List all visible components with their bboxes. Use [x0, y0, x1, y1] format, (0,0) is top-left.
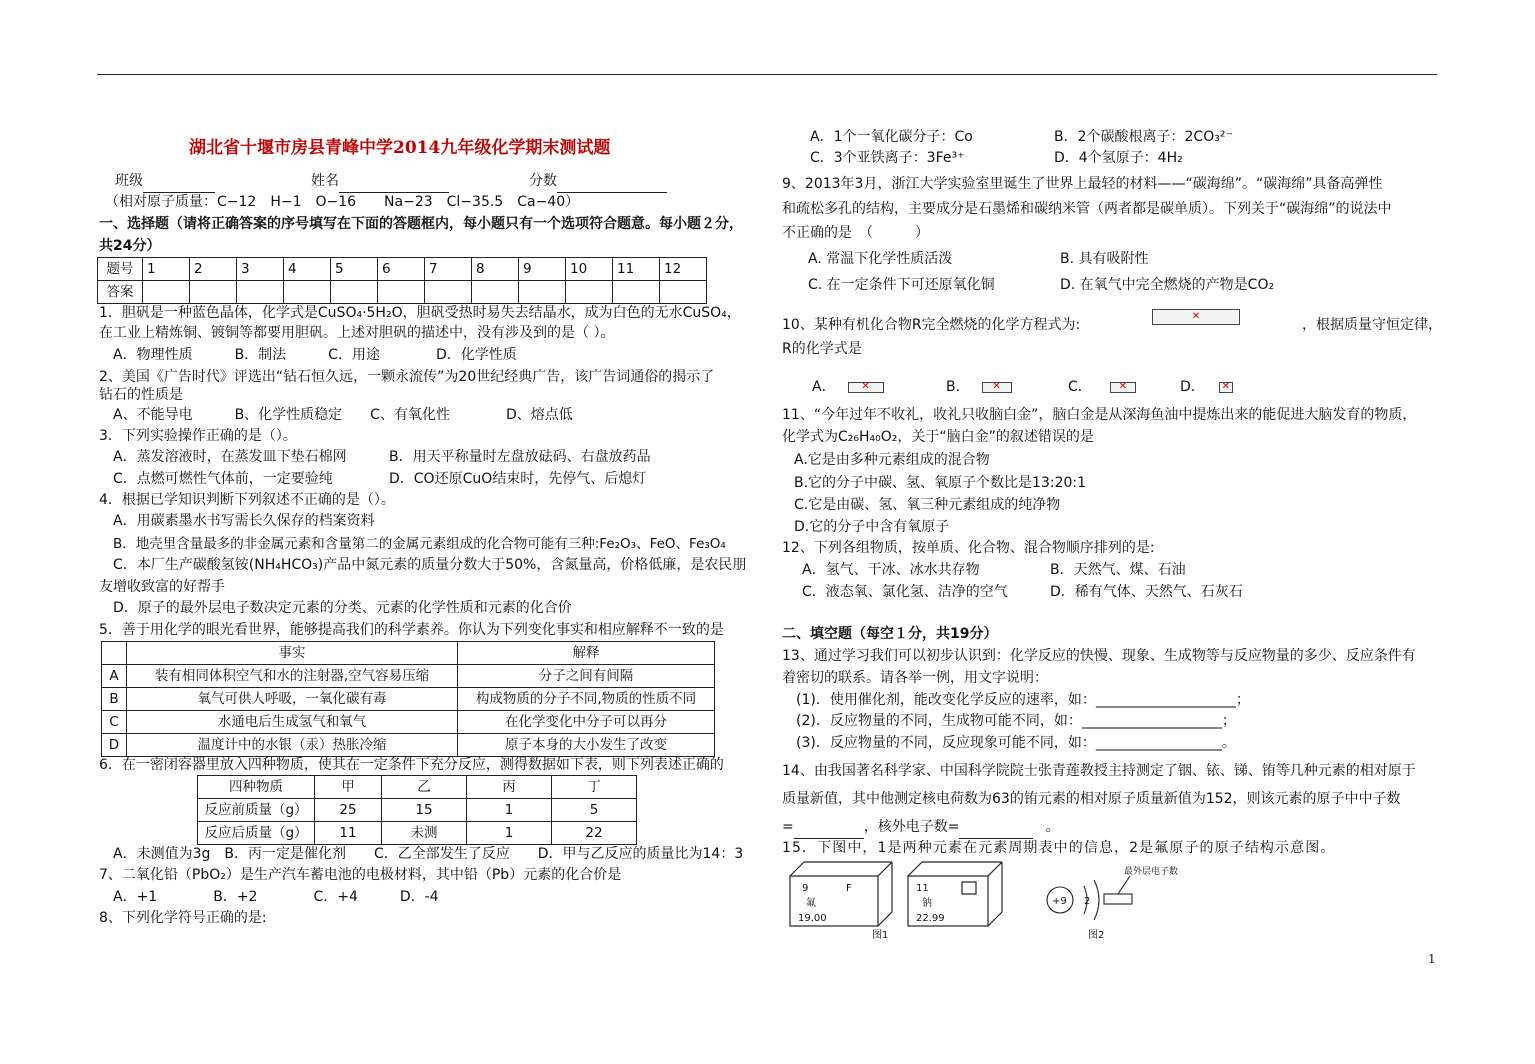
- answer-num: 6: [378, 258, 425, 281]
- q13-text-2: 着密切的联系。请各举一例，用文字说明：: [782, 670, 1048, 686]
- q11-option-d: D.它的分子中含有氧原子: [794, 519, 950, 535]
- q6-cell: 5: [552, 799, 637, 822]
- answer-cell[interactable]: [566, 281, 613, 304]
- q13-text: 13、通过学习我们可以初步认识到：化学反应的快慢、现象、生成物等与反应物量的多少、反应条件有: [782, 648, 1416, 664]
- answer-table-num-label: 题号: [98, 258, 143, 281]
- q14-text: 14、由我国著名科学家、中国科学院院士张青莲教授主持测定了铟、铱、锑、铕等几种元素的相对原于: [782, 763, 1416, 779]
- q5-row-fact: 温度计中的水银（汞）热胀冷缩: [127, 734, 458, 757]
- formula-image-icon: [982, 382, 1012, 393]
- q1-text: 1．胆矾是一种蓝色晶体，化学式是CuSO₄·5H₂O，胆矾受热时易失去结晶水，成为白色的无水CuSO₄，: [99, 305, 741, 321]
- name-blank[interactable]: [339, 170, 449, 193]
- q11-text-2: 化学式为C₂₆H₄₀O₂，关于“脑白金”的叙述错误的是: [782, 429, 1094, 445]
- q5-row-explain: 在化学变化中分子可以再分: [458, 711, 715, 734]
- answer-cell[interactable]: [237, 281, 284, 304]
- q13-sub-3[interactable]: (3)．反应物量的不同，反应现象可能不同，如：__________________。: [796, 735, 1236, 751]
- q6-header-cell: 四种物质: [198, 776, 315, 799]
- q12-text: 12、下列各组物质，按单质、化合物、混合物顺序排列的是:: [782, 540, 1155, 556]
- q9-option-c: C. 在一定条件下可还原氧化铜: [808, 277, 995, 293]
- answer-cell[interactable]: [284, 281, 331, 304]
- q5-text: 5．善于用化学的眼光看世界，能够提高我们的科学素养。你认为下列变化事实和相应解释不一致的是: [99, 622, 724, 638]
- q7-text: 7、二氧化铅（PbO₂）是生产汽车蓄电池的电极材料，其中铅（Pb）元素的化合价是: [99, 867, 622, 883]
- equation-image-icon: [1152, 309, 1240, 325]
- q6-cell: 1: [467, 799, 552, 822]
- q2-text: 2、美国《广告时代》评选出“钻石恒久远，一颗永流传”为20世纪经典广告，该广告词通俗的揭示了: [99, 369, 715, 385]
- q10-option-b: B．✕: [946, 376, 1012, 398]
- sodium-name: 钠: [922, 898, 932, 909]
- formula-image-icon: [1110, 382, 1136, 393]
- answer-cell[interactable]: [472, 281, 519, 304]
- q2-options: A、不能导电 B、化学性质稳定 C、有氧化性 D、熔点低: [113, 407, 573, 423]
- q5-row-key: D: [102, 734, 127, 757]
- q6-cell: 15: [382, 799, 467, 822]
- q3-option-a: A．蒸发溶液时，在蒸发皿下垫石棉网: [113, 449, 347, 465]
- q10-text-cont: ，根据质量守恒定律，: [1302, 317, 1442, 333]
- score-blank[interactable]: [557, 170, 667, 193]
- answer-num: 9: [519, 258, 566, 281]
- q9-option-d: D. 在氧气中完全燃烧的产物是CO₂: [1060, 277, 1275, 293]
- q10-text-2: R的化学式是: [782, 341, 862, 357]
- q6-header-cell: 甲: [315, 776, 382, 799]
- neutron-count-blank[interactable]: [794, 816, 864, 839]
- shell-electrons: 2: [1084, 896, 1091, 907]
- section2-title: 二、填空题（每空１分，共19分）: [782, 626, 998, 642]
- formula-image-icon: [848, 382, 884, 393]
- q5-row-key: A: [102, 665, 127, 688]
- q10-option-d: D．✕: [1180, 376, 1233, 398]
- answer-table: [97, 257, 707, 304]
- electron-count-blank[interactable]: [959, 816, 1033, 839]
- q3-option-b: B．用天平称量时左盘放砝码、右盘放药品: [389, 449, 651, 465]
- q6-cell: 反应后质量（g）: [198, 822, 315, 845]
- q12-option-a: A．氢气、干冰、冰水共存物: [802, 562, 980, 578]
- nucleus-charge: +9: [1052, 896, 1067, 907]
- answer-table-answer-label: 答案: [98, 281, 143, 304]
- section1-title: 一、选择题（请将正确答案的序号填写在下面的答题框内，每小题只有一个选项符合题意。每小题２分，: [99, 216, 743, 232]
- q9-option-a: A. 常温下化学性质活泼: [808, 251, 953, 267]
- q6-cell: 25: [315, 799, 382, 822]
- answer-cell[interactable]: [378, 281, 425, 304]
- sodium-mass: 22.99: [916, 913, 945, 924]
- answer-num: 7: [425, 258, 472, 281]
- q2-text-2: 钻石的性质是: [99, 387, 183, 403]
- q6-cell: 11: [315, 822, 382, 845]
- q5-row-fact: 氧气可供人呼吸，一氧化碳有毒: [127, 688, 458, 711]
- q10-option-c: C．✕: [1068, 376, 1136, 398]
- answer-num: 5: [331, 258, 378, 281]
- q11-option-a: A.它是由多种元素组成的混合物: [794, 452, 990, 468]
- header-rule: [97, 74, 1437, 75]
- class-field: 班级: [115, 170, 215, 193]
- q6-header-cell: 丙: [467, 776, 552, 799]
- q4-option-c: C．本厂生产碳酸氢铵(NH₄HCO₃)产品中氮元素的质量分数大于50%，含氮量高，价格低廉，是农民朋: [113, 557, 747, 573]
- q5-row-fact: 水通电后生成氢气和氧气: [127, 711, 458, 734]
- q12-option-b: B．天然气、煤、石油: [1050, 562, 1186, 578]
- formula-image-icon: [1219, 382, 1233, 393]
- q11-text: 11、“今年过年不收礼，收礼只收脑白金”，脑白金是从深海鱼油中提炼出来的能促进大脑发育的物质，: [782, 407, 1417, 423]
- answer-cell[interactable]: [660, 281, 707, 304]
- q8-option-b: B．2个碳酸根离子：2CO₃²⁻: [1054, 129, 1233, 145]
- q5-row-explain: 分子之间有间隔: [458, 665, 715, 688]
- section1-title-cont: 共24分）: [99, 238, 161, 254]
- element-figure: [788, 858, 1208, 944]
- q6-cell: 22: [552, 822, 637, 845]
- q15-text: 15．下图中，1是两种元素在元素周期表中的信息，2是氟原子的原子结构示意图。: [782, 840, 1336, 856]
- q5-row-key: B: [102, 688, 127, 711]
- fluorine-mass: 19.00: [798, 913, 827, 924]
- q3-option-c: C．点燃可燃性气体前，一定要验纯: [113, 471, 333, 487]
- q14-text-3: = ，核外电子数= 。: [782, 816, 1059, 839]
- q6-header-cell: 乙: [382, 776, 467, 799]
- answer-cell[interactable]: [613, 281, 660, 304]
- q6-cell: 反应前质量（g）: [198, 799, 315, 822]
- q3-option-d: D．CO还原CuO结束时，先停气、后熄灯: [389, 471, 647, 487]
- q9-text: 9、2013年3月，浙江大学实验室里诞生了世界上最轻的材料——“碳海绵”。“碳海绵”具备高弹性: [782, 176, 1383, 192]
- q13-sub-2[interactable]: (2)．反应物量的不同，生成物可能不同，如：____________________；: [796, 713, 1236, 729]
- answer-num: 2: [190, 258, 237, 281]
- q10-option-a: A．✕: [812, 376, 884, 398]
- q5-header-explain: 解释: [458, 642, 715, 665]
- q6-table: [197, 775, 637, 845]
- q4-option-b: B．地壳里含量最多的非金属元素和含量第二的金属元素组成的化合物可能有三种:Fe₂O₃、FeO、Fe₃O₄: [113, 536, 726, 552]
- q9-option-b: B. 具有吸附性: [1060, 251, 1149, 267]
- page-number: 1: [1428, 952, 1436, 966]
- q4-option-c-cont: 友增收致富的好帮手: [99, 579, 225, 595]
- answer-num: 12: [660, 258, 707, 281]
- answer-cell[interactable]: [331, 281, 378, 304]
- q8-option-c: C．3个亚铁离子：3Fe³⁺: [810, 150, 965, 166]
- q4-text: 4．根据已学知识判断下列叙述不正确的是（）。: [99, 492, 395, 508]
- q4-option-d: D．原子的最外层电子数决定元素的分类、元素的化学性质和元素的化合价: [113, 600, 572, 616]
- q9-text-2: 和疏松多孔的结构，主要成分是石墨烯和碳纳米管（两者都是碳单质）。下列关于“碳海绵”的说法中: [782, 201, 1392, 217]
- q5-row-explain: 原子本身的大小发生了改变: [458, 734, 715, 757]
- q6-cell: 未测: [382, 822, 467, 845]
- answer-num: 11: [613, 258, 660, 281]
- q5-row-fact: 装有相同体积空气和水的注射器,空气容易压缩: [127, 665, 458, 688]
- answer-num: 8: [472, 258, 519, 281]
- fluorine-number: 9: [802, 883, 809, 894]
- q8-option-a: A．1个一氧化碳分子：Co: [810, 129, 973, 145]
- q13-sub-1[interactable]: (1)．使用催化剂，能改变化学反应的速率，如：____________________；: [796, 692, 1250, 708]
- fluorine-name: 氟: [806, 898, 816, 909]
- q11-option-c: C.它是由碳、氢、氧三种元素组成的纯净物: [794, 497, 1061, 513]
- answer-cell[interactable]: [190, 281, 237, 304]
- q1-options: A．物理性质 B．制法 C．用途 D．化学性质: [113, 347, 517, 363]
- page-title: 湖北省十堰市房县青峰中学2014九年级化学期末测试题: [189, 138, 611, 158]
- sodium-number: 11: [916, 883, 929, 894]
- answer-num: 4: [284, 258, 331, 281]
- q12-option-c: C．液态氧、氯化氢、洁净的空气: [802, 584, 1008, 600]
- q8-option-d: D．4个氢原子：4H₂: [1054, 150, 1183, 166]
- q5-header-fact: 事实: [127, 642, 458, 665]
- q10-text: 10、某种有机化合物R完全燃烧的化学方程式为:: [782, 317, 1081, 333]
- figure1-caption: 图1: [872, 930, 889, 941]
- q12-option-d: D．稀有气体、天然气、石灰石: [1050, 584, 1243, 600]
- q11-option-b: B.它的分子中碳、氢、氧原子个数比是13:20:1: [794, 475, 1087, 491]
- q6-cell: 1: [467, 822, 552, 845]
- q14-text-2: 质量新值，其中他测定核电荷数为63的铕元素的相对原子质量新值为152，则该元素的原子中中子数: [782, 791, 1401, 807]
- figure2-caption: 图2: [1088, 930, 1105, 941]
- q5-row-key: C: [102, 711, 127, 734]
- answer-num: 1: [143, 258, 190, 281]
- answer-cell[interactable]: [425, 281, 472, 304]
- q3-text: 3．下列实验操作正确的是（）。: [99, 428, 297, 444]
- q8-text: 8、下列化学符号正确的是:: [99, 910, 267, 926]
- q9-text-3: 不正确的是 （ ）: [782, 225, 929, 241]
- score-field: 分数: [529, 170, 667, 193]
- right-column: [782, 0, 1442, 941]
- q5-table: [101, 641, 715, 757]
- name-field: 姓名: [311, 170, 449, 193]
- q7-options: A．+1 B．+2 C．+4 D．-4: [113, 889, 439, 905]
- answer-num: 10: [566, 258, 613, 281]
- fluorine-symbol: F: [846, 883, 852, 894]
- answer-cell[interactable]: [143, 281, 190, 304]
- answer-num: 3: [237, 258, 284, 281]
- q5-row-explain: 构成物质的分子不同,物质的性质不同: [458, 688, 715, 711]
- q6-text: 6．在一密闭容器里放入四种物质，使其在一定条件下充分反应，测得数据如下表，则下列表述正确的: [99, 757, 724, 773]
- q4-option-a: A．用碳素墨水书写需长久保存的档案资料: [113, 513, 375, 529]
- atomic-mass-note: （相对原子质量：C−12 H−1 O−16 Na−23 Cl−35.5 Ca−40）: [105, 194, 580, 210]
- outer-electrons-label: 最外层电子数: [1124, 867, 1179, 877]
- answer-cell[interactable]: [519, 281, 566, 304]
- class-blank[interactable]: [143, 170, 215, 193]
- q6-header-cell: 丁: [552, 776, 637, 799]
- q6-options: A．未测值为3g B．丙一定是催化剂 C．乙全部发生了反应 D．甲与乙反应的质量比为14：3: [113, 846, 744, 862]
- q1-text-2: 在工业上精炼铜、镀铜等都要用胆矾。上述对胆矾的描述中，没有涉及到的是（ ）。: [99, 325, 615, 341]
